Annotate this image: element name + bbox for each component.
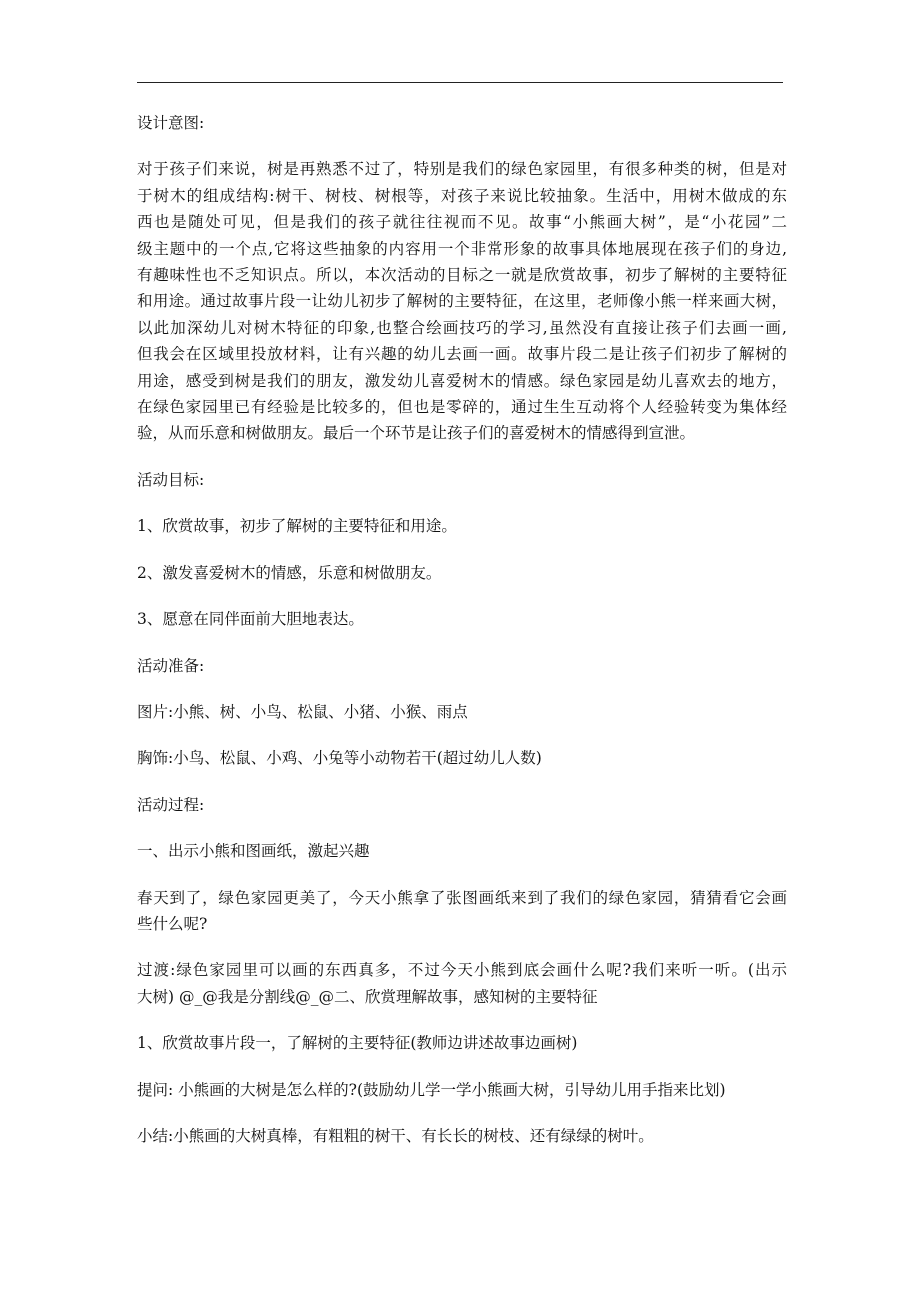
heading-activity-process: 活动过程: (137, 795, 205, 814)
text-line: 西也是随处可见，但是我们的孩子就往往视而不见。故事“小熊画大树”，是“小花园”二 (137, 213, 787, 232)
question-paragraph: 提问: 小熊画的大树是怎么样的?(鼓励幼儿学一学小熊画大树，引导幼儿用手指来比划) (137, 1080, 726, 1099)
text-line: 于树木的组成结构:树干、树枝、树根等，对孩子来说比较抽象。生活中，用树木做成的东 (137, 186, 787, 205)
document-body (137, 110, 787, 1169)
design-intent-paragraph (137, 156, 787, 446)
summary-paragraph: 小结:小熊画的大树真棒，有粗粗的树干、有长长的树枝、还有绿绿的树叶。 (137, 1126, 654, 1145)
text-line: 大树) @_@我是分割线@_@二、欣赏理解故事，感知树的主要特征 (137, 987, 598, 1006)
text-line: 过渡:绿色家园里可以画的东西真多，不过今天小熊到底会画什么呢?我们来听一听。(出示 (137, 961, 787, 980)
goal-item-3: 3、愿意在同伴面前大胆地表达。 (137, 610, 364, 629)
text-line: 对于孩子们来说，树是再熟悉不过了，特别是我们的绿色家园里，有很多种类的树，但是对 (137, 160, 787, 179)
text-line: 和用途。通过故事片段一让幼儿初步了解树的主要特征，在这里，老师像小熊一样来画大树， (137, 292, 787, 311)
heading-design-intent: 设计意图: (137, 114, 205, 132)
process-step-1-body (137, 885, 787, 938)
process-step-1: 一、出示小熊和图画纸，激起兴趣 (137, 842, 370, 861)
heading-activity-goals: 活动目标: (137, 470, 205, 489)
goal-item-1: 1、欣赏故事，初步了解树的主要特征和用途。 (137, 517, 457, 536)
heading-activity-preparation: 活动准备: (137, 656, 205, 675)
text-line: 有趣味性也不乏知识点。所以，本次活动的目标之一就是欣赏故事，初步了解树的主要特征 (137, 266, 787, 285)
text-line: 春天到了，绿色家园更美了，今天小熊拿了张图画纸来到了我们的绿色家园，猜猜看它会画 (137, 888, 787, 907)
text-line: 但我会在区域里投放材料，让有兴趣的幼儿去画一画。故事片段二是让孩子们初步了解树的 (137, 345, 787, 364)
story-segment-1: 1、欣赏故事片段一，了解树的主要特征(教师边讲述故事边画树) (137, 1034, 578, 1053)
header-rule (137, 82, 783, 83)
text-line: 用途，感受到树是我们的朋友，激发幼儿喜爱树木的情感。绿色家园是幼儿喜欢去的地方， (137, 371, 787, 390)
text-line: 验，从而乐意和树做朋友。最后一个环节是让孩子们的喜爱树木的情感得到宣泄。 (137, 424, 696, 443)
text-line: 以此加深幼儿对树木特征的印象,也整合绘画技巧的学习,虽然没有直接让孩子们去画一画, (137, 318, 787, 337)
prep-badges: 胸饰:小鸟、松鼠、小鸡、小兔等小动物若干(超过幼儿人数) (137, 749, 542, 768)
text-line: 些什么呢? (137, 914, 208, 933)
prep-pictures: 图片:小熊、树、小鸟、松鼠、小猪、小猴、雨点 (137, 702, 468, 721)
text-line: 级主题中的一个点,它将这些抽象的内容用一个非常形象的故事具体地展现在孩子们的身边, (137, 239, 787, 258)
goal-item-2: 2、激发喜爱树木的情感，乐意和树做朋友。 (137, 563, 442, 582)
text-line: 在绿色家园里已有经验是比较多的，但也是零碎的，通过生生互动将个人经验转变为集体经 (137, 398, 787, 417)
transition-paragraph (137, 957, 787, 1010)
